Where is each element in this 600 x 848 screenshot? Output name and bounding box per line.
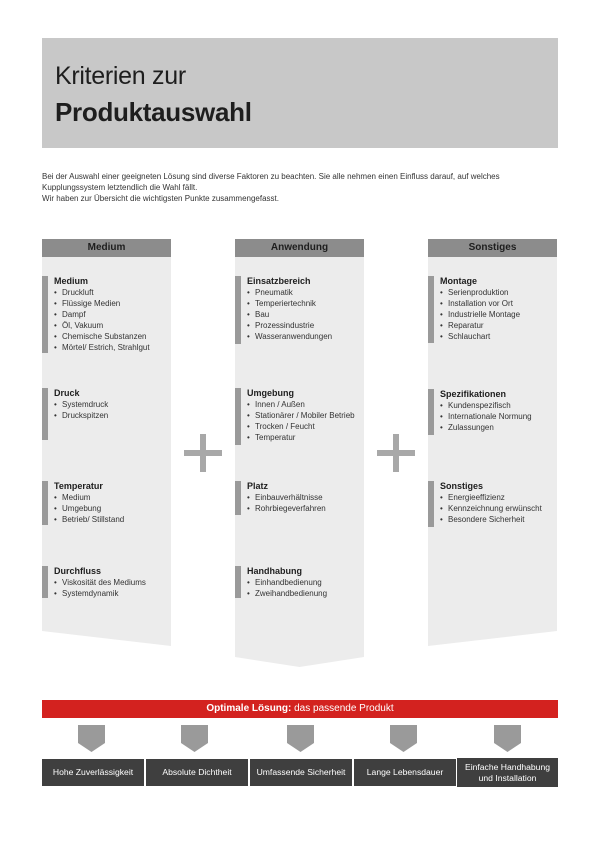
banner-bold: Optimale Lösung: [206,703,292,714]
group-items [440,400,532,433]
intro-paragraph-1: Bei der Auswahl einer geeigneten Lösung sind diverse Faktoren zu beachten. Sie alle nehmen einen Einfluss darauf, auf welches Kupplungssystem letztendlich die Wahl fällt. [42,172,500,192]
list-item: • Druckspitzen [54,410,108,421]
group-title: Umgebung [247,388,294,398]
list-item: • Installation vor Ort [440,298,520,309]
intro-paragraph-2: Wir haben zur Übersicht die wichtigsten Punkte zusammengefasst. [42,194,279,203]
group-items [247,287,332,342]
column-sonstiges [428,239,557,524]
group-items [54,492,124,525]
group-items [247,577,327,599]
list-item: • Rohrbiegeverfahren [247,503,326,514]
list-item: • Medium [54,492,124,503]
group-marker [428,276,434,343]
list-item: • Innen / Außen [247,399,355,410]
column-header: Medium [42,239,171,257]
group-items [54,399,108,421]
list-item: • Schlauchart [440,331,520,342]
title-line-1: Kriterien zur [55,62,186,90]
list-item: • Wasseranwendungen [247,331,332,342]
list-item: • Chemische Substanzen [54,331,150,342]
group-items [440,492,542,525]
group-marker [235,481,241,515]
group-marker [428,389,434,435]
group-title: Durchfluss [54,566,102,576]
group-marker [235,388,241,445]
list-item: • Einbauverhältnisse [247,492,326,503]
outcome-box: Absolute Dichtheit [146,759,248,786]
arrow-down-icon [78,725,105,752]
outcome-box: Hohe Zuverlässigkeit [42,759,144,786]
group-title: Spezifikationen [440,389,507,399]
title-line-2: Produktauswahl [55,97,252,127]
solution-banner [42,700,558,718]
list-item: • Prozessindustrie [247,320,332,331]
list-item: • Systemdruck [54,399,108,410]
arrow-down-icon [287,725,314,752]
column-header: Sonstiges [428,239,557,257]
group-marker [235,276,241,344]
list-item: • Systemdynamik [54,588,146,599]
banner-text: das passende Produkt [291,703,394,714]
group-title: Temperatur [54,481,103,491]
list-item: • Besondere Sicherheit [440,514,542,525]
group-items [247,399,355,443]
list-item: • Dampf [54,309,150,320]
list-item: • Flüssige Medien [54,298,150,309]
list-item: • Kundenspezifisch [440,400,532,411]
arrow-down-icon [494,725,521,752]
arrow-down-icon [181,725,208,752]
group-title: Handhabung [247,566,302,576]
group-title: Einsatzbereich [247,276,311,286]
list-item: • Internationale Normung [440,411,532,422]
list-item: • Trocken / Feucht [247,421,355,432]
group-title: Druck [54,388,80,398]
column-header: Anwendung [235,239,364,257]
column-anwendung [235,239,364,598]
outcome-box: Umfassende Sicherheit [250,759,352,786]
list-item: • Öl, Vakuum [54,320,150,331]
list-item: • Viskosität des Mediums [54,577,146,588]
list-item: • Zulassungen [440,422,532,433]
group-marker [42,276,48,353]
group-marker [42,388,48,440]
list-item: • Stationärer / Mobiler Betrieb [247,410,355,421]
group-items [247,492,326,514]
list-item: • Energieeffizienz [440,492,542,503]
list-item: • Zweihandbedienung [247,588,327,599]
list-item: • Druckluft [54,287,150,298]
outcome-box: Einfache Handhabung und Installation [457,758,558,787]
group-marker [42,566,48,598]
list-item: • Kennzeichnung erwünscht [440,503,542,514]
list-item: • Serienproduktion [440,287,520,298]
group-title: Medium [54,276,89,286]
group-items [54,287,150,353]
list-item: • Umgebung [54,503,124,514]
arrow-down-icon [390,725,417,752]
plus-icon [184,434,222,472]
group-title: Montage [440,276,477,286]
list-item: • Temperiertechnik [247,298,332,309]
list-item: • Mörtel/ Estrich, Strahlgut [54,342,150,353]
group-marker [428,481,434,527]
list-item: • Temperatur [247,432,355,443]
list-item: • Pneumatik [247,287,332,298]
group-title: Platz [247,481,269,491]
list-item: • Industrielle Montage [440,309,520,320]
group-marker [235,566,241,598]
intro-text [42,171,558,204]
group-title: Sonstiges [440,481,484,491]
plus-icon [377,434,415,472]
outcome-box: Lange Lebensdauer [354,759,456,786]
list-item: • Betrieb/ Stillstand [54,514,124,525]
list-item: • Einhandbedienung [247,577,327,588]
list-item: • Bau [247,309,332,320]
list-item: • Reparatur [440,320,520,331]
title-block [42,38,558,148]
column-medium [42,239,171,598]
group-items [54,577,146,599]
group-items [440,287,520,342]
group-marker [42,481,48,525]
